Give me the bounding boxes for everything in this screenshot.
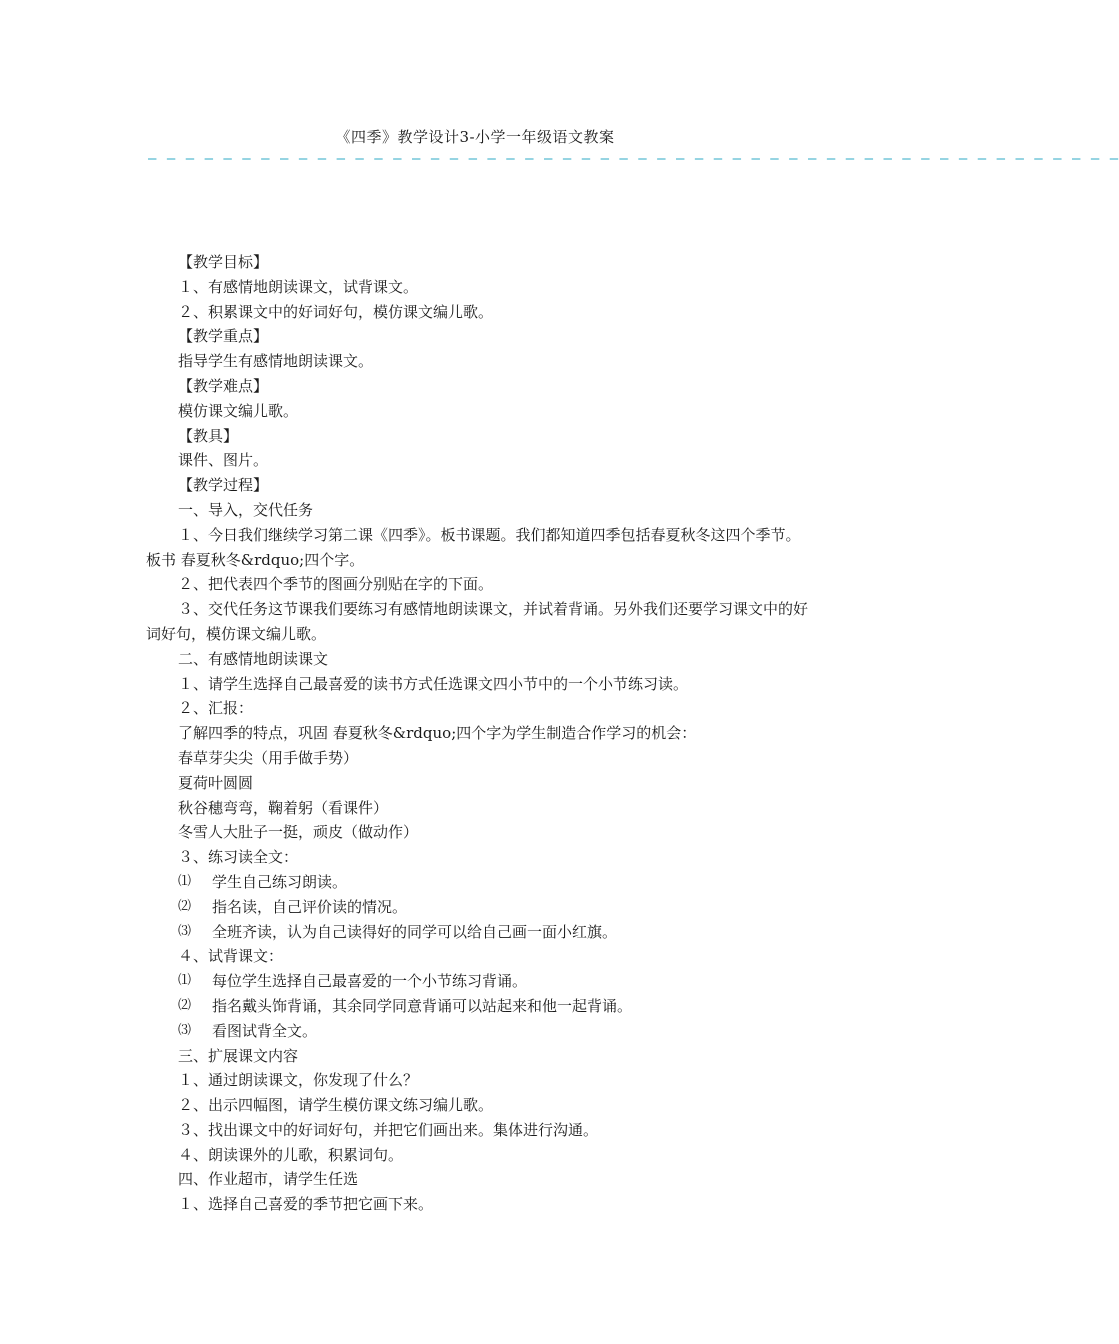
body-line: 夏荷叶圆圆	[178, 773, 254, 792]
numbered-item	[146, 1019, 812, 1044]
item-text: 学生自己练习朗读。	[212, 872, 348, 891]
section-heading: 【教学过程】	[178, 476, 269, 495]
title-dashed-rule: — — — — — — — — — — — — — — — — — — — — — — — — — — — — — — — — — — — — — — — — — — — — — — — — — — — —	[148, 151, 1119, 167]
item-text: 指名戴头饰背诵，其余同学同意背诵可以站起来和他一起背诵。	[212, 996, 633, 1015]
subsection-heading: 三、扩展课文内容	[178, 1046, 299, 1065]
subsection-heading: 一、导入，交代任务	[178, 500, 314, 519]
body-line: １、有感情地朗读课文，试背课文。	[178, 277, 419, 296]
item-text: 全班齐读，认为自己读得好的同学可以给自己画一面小红旗。	[212, 922, 618, 941]
body-line: ２、把代表四个季节的图画分别贴在字的下面。	[178, 575, 494, 594]
body-line: ４、试背课文：	[178, 947, 284, 966]
numbered-item	[146, 895, 812, 920]
body-line: ２、出示四幅图，请学生模仿课文练习编儿歌。	[178, 1096, 494, 1115]
item-text: 指名读，自己评价读的情况。	[212, 897, 408, 916]
item-marker: ⑶	[178, 923, 192, 939]
numbered-item	[146, 994, 812, 1019]
page-title: 《四季》教学设计3-小学一年级语文教案	[335, 128, 615, 146]
item-marker: ⑴	[178, 873, 192, 889]
body-line: ３、练习读全文：	[178, 848, 299, 867]
section-heading: 【教学重点】	[178, 327, 269, 346]
section-heading: 【教具】	[178, 426, 239, 445]
section-heading: 【教学目标】	[178, 253, 269, 271]
body-line: 冬雪人大肚子一挺，顽皮（做动作）	[178, 823, 419, 842]
body-line: 指导学生有感情地朗读课文。	[178, 352, 374, 371]
section-heading: 【教学难点】	[178, 376, 269, 395]
subsection-heading: 四、作业超市，请学生任选	[178, 1170, 359, 1189]
paragraph: ３、交代任务这节课我们要练习有感情地朗读课文，并试着背诵。另外我们还要学习课文中的好词好句，模仿课文编儿歌。	[146, 600, 809, 643]
body-line: ３、找出课文中的好词好句，并把它们画出来。集体进行沟通。	[178, 1120, 599, 1139]
body-line: ２、积累课文中的好词好句，模仿课文编儿歌。	[178, 302, 494, 321]
body-line: １、选择自己喜爱的季节把它画下来。	[178, 1195, 434, 1214]
body-line: 模仿课文编儿歌。	[178, 401, 299, 420]
item-text: 看图试背全文。	[212, 1021, 318, 1040]
body-line: 课件、图片。	[178, 451, 269, 470]
document-body	[146, 250, 812, 1217]
body-line: ２、汇报：	[178, 699, 254, 718]
item-text: 每位学生选择自己最喜爱的一个小节练习背诵。	[212, 972, 528, 991]
body-line: １、请学生选择自己最喜爱的读书方式任选课文四小节中的一个小节练习读。	[178, 674, 689, 693]
numbered-item	[146, 969, 812, 994]
paragraph: １、今日我们继续学习第二课《四季》。板书课题。我们都知道四季包括春夏秋冬这四个季节。板书 春夏秋冬&rdquo;四个字。	[146, 525, 801, 569]
body-line: ４、朗读课外的儿歌，积累词句。	[178, 1145, 404, 1164]
item-marker: ⑵	[178, 898, 192, 914]
body-line: 了解四季的特点，巩固 春夏秋冬&rdquo;四个字为学生制造合作学习的机会：	[178, 724, 697, 743]
subsection-heading: 二、有感情地朗读课文	[178, 649, 329, 668]
numbered-item	[146, 920, 812, 945]
body-line: 春草芽尖尖（用手做手势）	[178, 748, 359, 767]
numbered-item	[146, 870, 812, 895]
body-line: １、通过朗读课文，你发现了什么？	[178, 1071, 419, 1090]
item-marker: ⑵	[178, 997, 192, 1013]
item-marker: ⑴	[178, 973, 192, 989]
item-marker: ⑶	[178, 1022, 192, 1038]
body-line: 秋谷穗弯弯，鞠着躬（看课件）	[178, 798, 389, 817]
